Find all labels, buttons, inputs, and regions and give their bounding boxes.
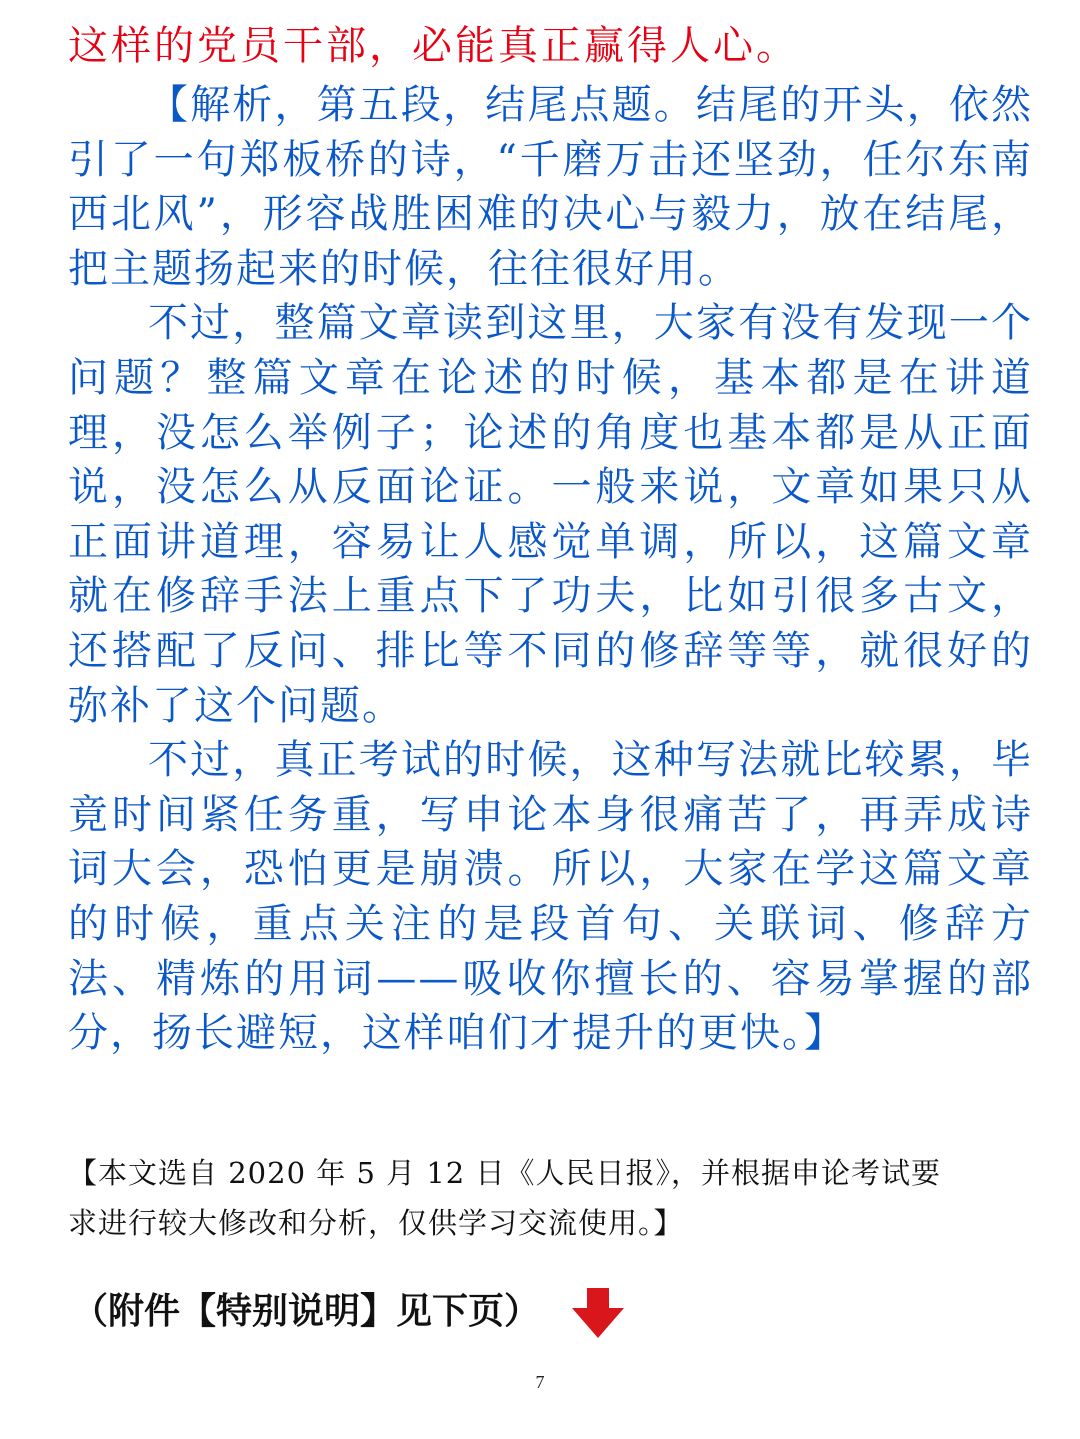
source-note-line-2: 求进行较大修改和分析，仅供学习交流使用。】 <box>68 1206 684 1240</box>
source-note <box>68 1148 1008 1248</box>
source-note-line-1: 【本文选自 2020 年 5 月 12 日《人民日报》，并根据申论考试要 <box>68 1156 941 1190</box>
appendix-note-text: （附件【特别说明】见下页） <box>72 1290 541 1332</box>
page-number: 7 <box>535 1372 545 1392</box>
appendix-note <box>72 1280 626 1336</box>
closing-sentence: 这样的党员干部，必能真正赢得人心。 <box>68 23 799 69</box>
analysis-paragraph-2: 不过，整篇文章读到这里，大家有没有发现一个问题？整篇文章在论述的时候，基本都是在讲道理，没怎么举例子；论述的角度也基本都是从正面说，没怎么从反面论证。一般来说，文章如果只从正面讲道理，容易让人感觉单调，所以，这篇文章就在修辞手法上重点下了功夫，比如引很多古文，还搭配了反问、排比等不同的修辞等等，就很好的弥补了这个问题。 <box>68 300 1033 729</box>
analysis-section <box>68 78 1033 1061</box>
analysis-paragraph-3: 不过，真正考试的时候，这种写法就比较累，毕竟时间紧任务重，写申论本身很痛苦了，再弄成诗词大会，恐怕更是崩溃。所以，大家在学这篇文章的时候，重点关注的是段首句、关联词、修辞方法、精炼的用词——吸收你擅长的、容易掌握的部分，扬长避短，这样咱们才提升的更快。】 <box>68 737 1033 1057</box>
analysis-paragraph-1: 【解析，第五段，结尾点题。结尾的开头，依然引了一句郑板桥的诗，“千磨万击还坚劲，任尔东南西北风”，形容战胜困难的决心与毅力，放在结尾，把主题扬起来的时候，往往很好用。 <box>68 82 1033 292</box>
down-arrow-icon <box>570 1288 626 1340</box>
